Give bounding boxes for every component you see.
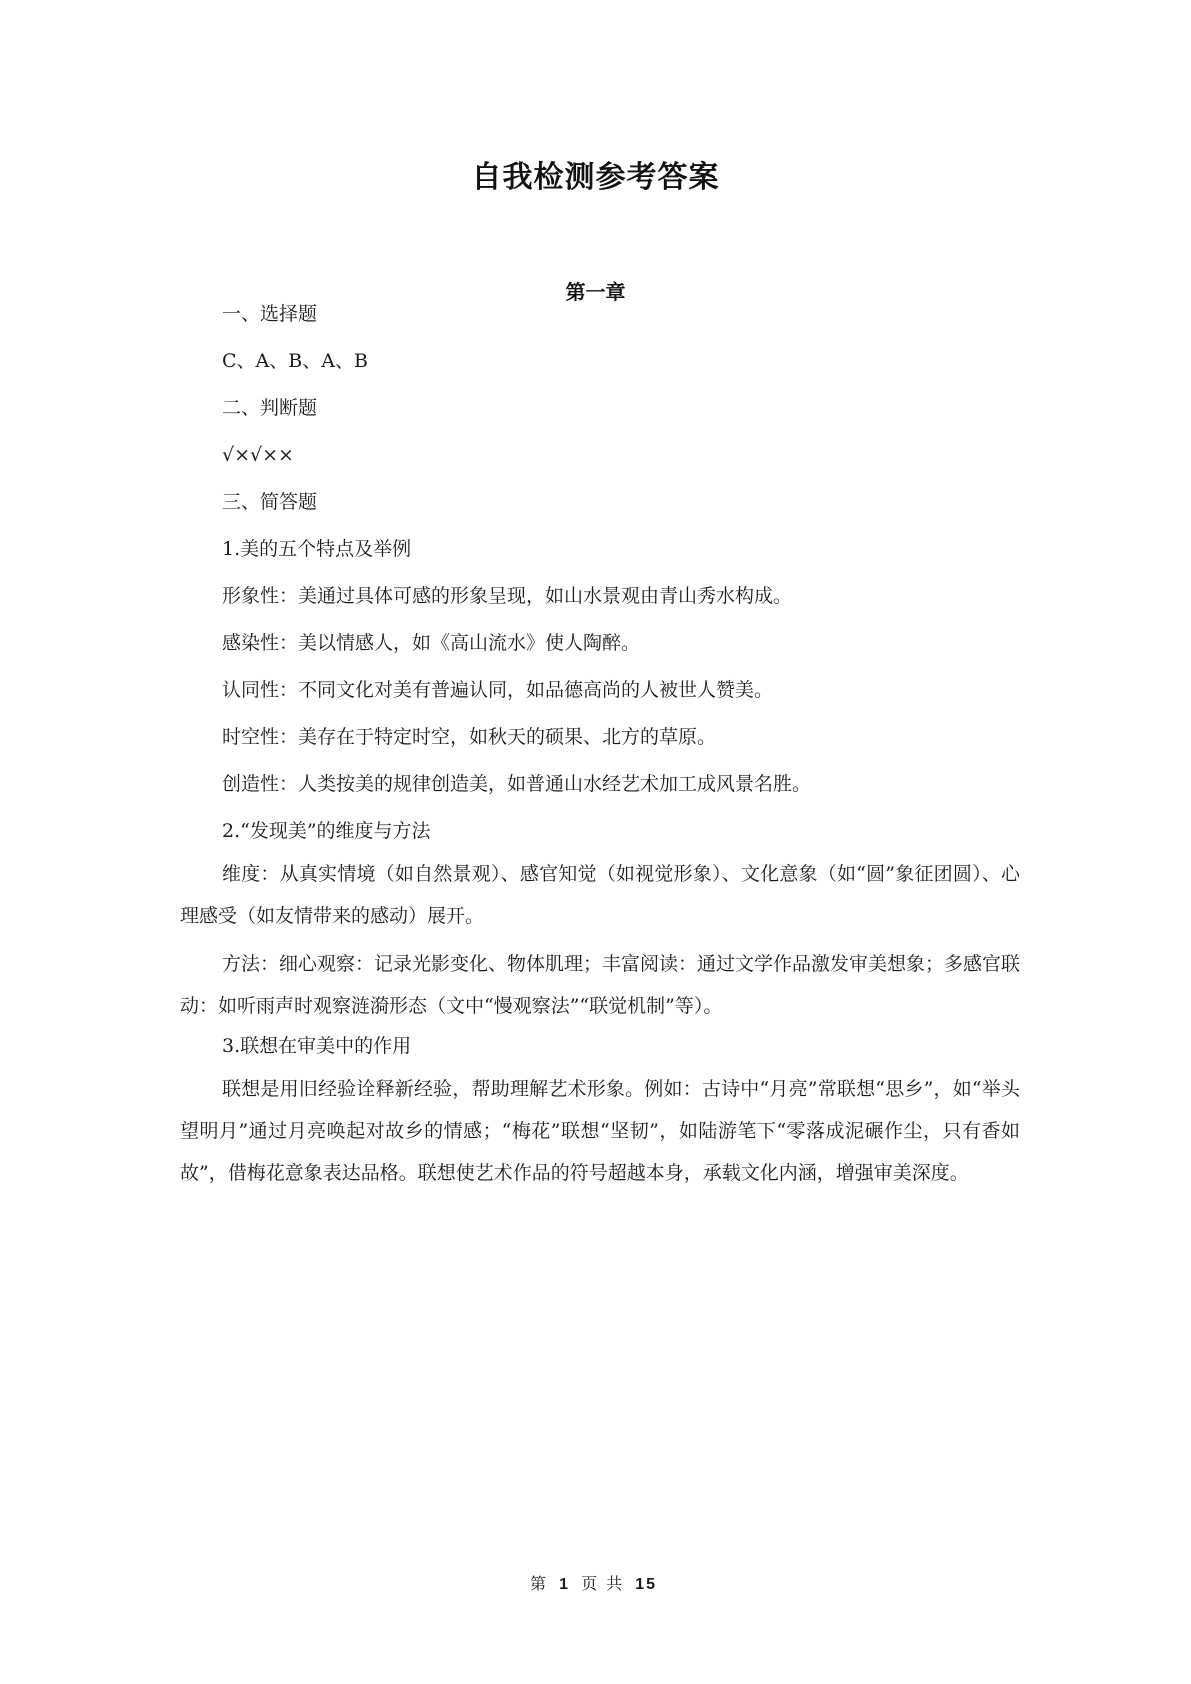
feature-item: 认同性：不同文化对美有普遍认同，如品德高尚的人被世人赞美。 [222, 679, 774, 701]
page-footer [0, 1571, 1191, 1594]
question-2-title: 2.“发现美”的维度与方法 [222, 820, 431, 842]
feature-item: 创造性：人类按美的规律创造美，如普通山水经艺术加工成风景名胜。 [222, 773, 812, 795]
dimension-paragraph: 维度：从真实情境（如自然景观）、感官知觉（如视觉形象）、文化意象（如“圆”象征团圆）、心理感受（如友情带来的感动）展开。 [180, 863, 1020, 927]
total-page-count: 15 [635, 1576, 658, 1593]
feature-item: 形象性：美通过具体可感的形象呈现，如山水景观由青山秀水构成。 [222, 585, 793, 607]
chapter-heading: 第一章 [565, 280, 626, 304]
question-1-title: 1.美的五个特点及举例 [222, 538, 412, 560]
document-title: 自我检测参考答案 [471, 160, 720, 195]
choice-answers: C、A、B、A、B [222, 350, 368, 372]
footer-middle: 页 共 [581, 1574, 625, 1593]
footer-prefix: 第 [529, 1574, 548, 1593]
method-paragraph: 方法：细心观察：记录光影变化、物体肌理；丰富阅读：通过文学作品激发审美想象；多感官联动：如听雨声时观察涟漪形态（文中“慢观察法”“联觉机制”等）。 [180, 953, 1021, 1017]
association-paragraph: 联想是用旧经验诠释新经验，帮助理解艺术形象。例如：古诗中“月亮”常联想“思乡”，如“举头望明月”通过月亮唤起对故乡的情感；“梅花”联想“坚韧”，如陆游笔下“零落成泥碾作尘，只有香如故”，借梅花意象表达品格。联想使艺术作品的符号超越本身，承载文化内涵，增强审美深度。 [180, 1078, 1020, 1184]
section-heading-judgement: 二、判断题 [222, 397, 318, 419]
section-heading-short-answer: 三、简答题 [222, 491, 318, 513]
feature-item: 时空性：美存在于特定时空，如秋天的硕果、北方的草原。 [222, 726, 717, 748]
section-heading-choice: 一、选择题 [222, 303, 318, 325]
feature-item: 感染性：美以情感人，如《高山流水》使人陶醉。 [222, 632, 641, 654]
question-3-title: 3.联想在审美中的作用 [222, 1035, 412, 1057]
current-page-number: 1 [559, 1576, 570, 1593]
judgement-answers: √×√×× [222, 444, 294, 466]
